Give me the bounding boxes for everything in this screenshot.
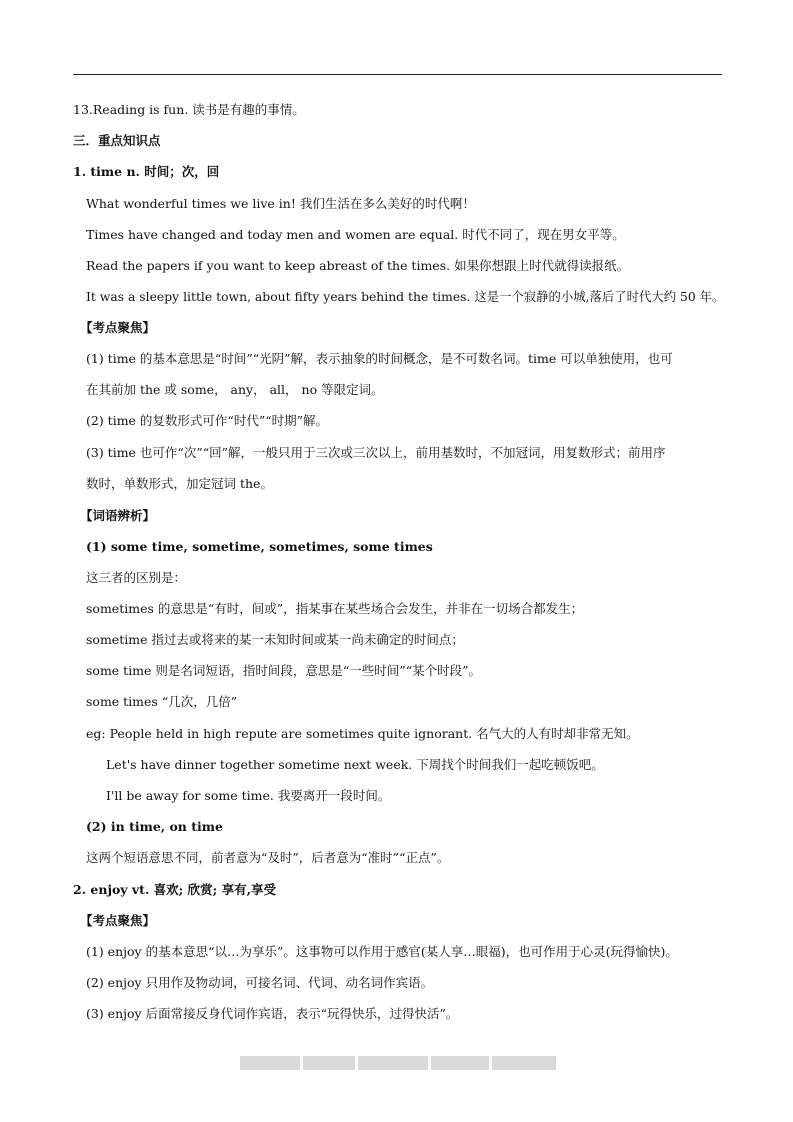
text-line: 这两个短语意思不同，前者意为“及时”，后者意为“准时”“正点”。 [86, 850, 450, 865]
text-line: 13.Reading is fun. 读书是有趣的事情。 [73, 102, 305, 117]
analysis-heading: 【词语辨析】 [80, 508, 156, 523]
text-line: (1) enjoy 的基本意思“以…为享乐”。这事物可以作用于感官(某人享…眼福)，也可作用于心灵(玩得愉快)。 [86, 944, 678, 959]
example-sentence: eg: People held in high repute are sometimes quite ignorant. 名气大的人有时却非常无知。 [86, 726, 639, 741]
text-line: 这三者的区别是： [86, 570, 187, 585]
focus-heading: 【考点聚焦】 [80, 913, 156, 928]
text-line: (1) time 的基本意思是“时间”“光阴”解，表示抽象的时间概念，是不可数名词。time 可以单独使用，也可 [86, 351, 673, 366]
blurred-footer-watermark [240, 1056, 556, 1070]
text-line: (3) enjoy 后面常接反身代词作宾语，表示“玩得快乐，过得快活”。 [86, 1006, 459, 1021]
text-line: sometime 指过去或将来的某一未知时间或某一尚未确定的时间点； [86, 632, 464, 647]
text-line: some time 则是名词短语，指时间段，意思是“一些时间”“某个时段”。 [86, 663, 481, 678]
header-rule [73, 74, 722, 75]
section-heading: 三．重点知识点 [73, 133, 161, 148]
text-line: sometimes 的意思是“有时，间或”，指某事在某些场合会发生，并非在一切场合都发生； [86, 601, 584, 616]
text-line: (3) time 也可作“次”“回”解，一般只用于三次或三次以上，前用基数时，不加冠词，用复数形式；前用序 [86, 445, 666, 460]
subheading: (2) in time, on time [86, 819, 223, 834]
text-line: (2) enjoy 只用作及物动词，可接名词、代词、动名词作宾语。 [86, 975, 434, 990]
entry-heading-time: 1. time n. 时间；次，回 [73, 164, 220, 179]
example-sentence: Let's have dinner together sometime next week. 下周找个时间我们一起吃顿饭吧。 [106, 757, 604, 772]
focus-heading: 【考点聚焦】 [80, 320, 156, 335]
text-line: 数时，单数形式，加定冠词 the。 [86, 476, 273, 491]
text-line: (2) time 的复数形式可作“时代”“时期”解。 [86, 413, 328, 428]
example-sentence: Read the papers if you want to keep abreast of the times. 如果你想跟上时代就得读报纸。 [86, 258, 630, 273]
example-sentence: I'll be away for some time. 我要离开一段时间。 [106, 788, 391, 803]
entry-heading-enjoy: 2. enjoy vt. 喜欢; 欣赏; 享有,享受 [73, 882, 276, 897]
example-sentence: Times have changed and today men and women are equal. 时代不同了，现在男女平等。 [86, 227, 625, 242]
example-sentence: What wonderful times we live in! 我们生活在多么美好的时代啊！ [86, 196, 475, 211]
example-sentence: It was a sleepy little town, about fifty years behind the times. 这是一个寂静的小城,落后了时代大约 50 年。 [86, 289, 725, 304]
text-line: some times “几次，几倍” [86, 694, 238, 709]
subheading: (1) some time, sometime, sometimes, some times [86, 539, 433, 554]
text-line: 在其前加 the 或 some， any， all， no 等限定词。 [86, 382, 384, 397]
